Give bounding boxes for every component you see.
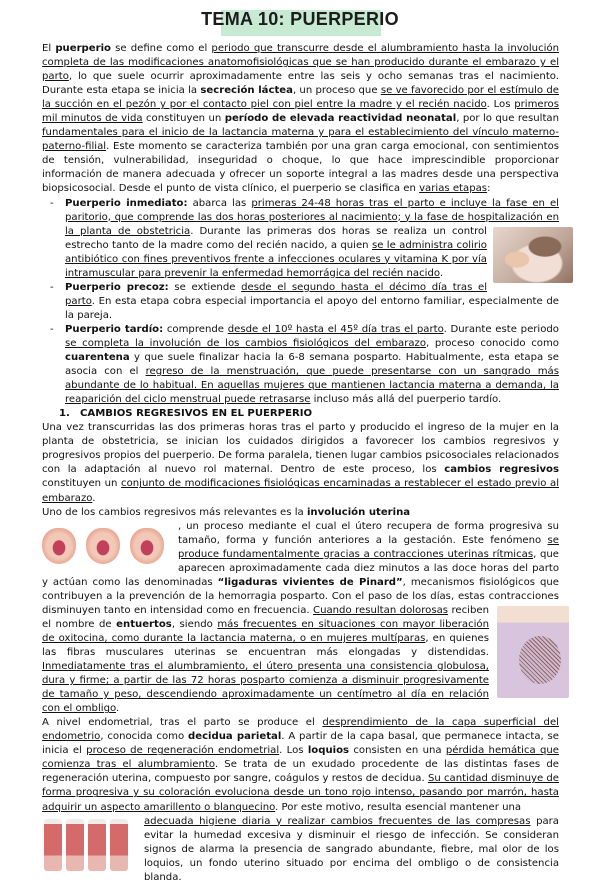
stage-inmediato: - Puerperio inmediato: abarca las primeras 24-48 horas tras el parto e incluye la fase en el paritorio, que comprende las dos horas posteriores al nacimiento; y la fase de hospitalización en la planta de obstetricia . Durante las primeras dos horas se realiza un control estrecho tanto de la madre como del recién nacido, a quien se le administra colirio antibiótico con fines preventivos frente a infecciones oculares y vitamina K por vía intramuscular para prevenir la enfermedad hemorrágica del recién nacido. xyxy=(42,197,559,281)
breastfeeding-photo xyxy=(493,227,573,283)
intro-paragraph: El puerperio se define como el periodo que transcurre desde el alumbramiento hasta la involución completa de las modificaciones anatomofisiológicas que se han producido durante el embarazo y el parto, lo que suele ocurrir aproximadamente entre las seis y ocho semanas tras el nacimiento. Durante esta etapa se inicia la secreción láctea, un proceso que se ve favorecido por el estímulo de la succión en el pezón y por el contacto piel con piel entre la madre y el recién nacido. Los primeros mil minutos de vida constituyen un período de elevada reactividad neonatal, por lo que resultan fundamentales para el inicio de la lactancia materna y para el establecimiento del vínculo materno-paterno-filial. Este momento se caracteriza también por una gran carga emocional, con sentimientos de tensión, vulnerabilidad, inseguridad o choque, lo que hace imprescindible proporcionar información de manera adecuada y ofrecer un soporte integral a las madres desde una perspectiva biopsicosocial. Desde el punto de vista clínico, el puerperio se clasifica en varias etapas: xyxy=(42,43,560,195)
pregnant-belly-image xyxy=(497,606,569,698)
stages-list xyxy=(42,197,559,408)
stage-tardio: - Puerperio tardío: comprende desde el 10º hasta el 45º día tras el parto. Durante este periodo se completa la involución de los cambios fisiológicos del embarazo, proceso conocido como cuarentena y que suele finalizar hacia la 6-8 semana posparto. Habitualmente, esta etapa se asocia con el regreso de la menstruación, que puede presentarse con un sangrado más abundante de lo habitual. En aquellas mujeres que mantienen lactancia materna a demanda, la reaparición del ciclo menstrual puede retrasarse incluso más allá del puerperio tardío. xyxy=(42,323,559,407)
stage-precoz: - Puerperio precoz: se extiende desde el segundo hasta el décimo día tras el parto. En esta etapa cobra especial importancia el apoyo del entorno familiar, especialmente de la pareja. xyxy=(42,281,559,323)
involucion-paragraph: Uno de los cambios regresivos más relevantes es la involución uterina xyxy=(42,506,411,518)
uterus-illustration xyxy=(42,522,166,570)
document-body: El puerperio se define como el periodo que transcurre desde el alumbramiento hasta la involución completa de las modificaciones anatomofisiológicas que se han producido durante el embarazo y el parto, lo que suele ocurrir aproximadamente entre las seis y ocho semanas tras el nacimiento. Durante esta etapa se inicia la secreción láctea, un proceso que se ve favorecido por el estímulo de la succión en el pezón y por el contacto piel con piel entre la madre y el recién nacido. Los primeros mil minutos de vida constituyen un período de elevada reactividad neonatal, por lo que resultan fundamentales para el inicio de la lactancia materna y para el establecimiento del vínculo materno-paterno-filial. Este momento se caracteriza también por una gran carga emocional, con sentimientos de tensión, vulnerabilidad, inseguridad o choque, lo que hace imprescindible proporcionar información de manera adecuada y ofrecer un soporte integral a las madres desde una perspectiva biopsicosocial. Desde el punto de vista clínico, el puerperio se clasifica en varias etapas: - Puerperio inmediato: abarca las primeras 24-48 horas tras el parto e incluye la fase en el paritorio, que comprende las dos horas posteriores al nacimiento; y la fase de hospitalización en la planta de obstetricia . Durante las primeras dos horas se realiza un control estrecho tanto de la madre como del recién nacido, a quien se le administra colirio antibiótico con fines preventivos frente a infecciones oculares y vitamina K por vía intramuscular para prevenir la enfermedad hemorrágica del recién nacido. - Puerperio precoz: se extiende desde el segundo hasta el décimo día tras el parto. En esta etapa cobra especial importancia el apoyo del entorno familiar, especialmente de la pareja. - Puerperio tardío: comprende desde el 10º hasta el 45º día tras el parto. Durante este periodo se completa la involución de los cambios fisiológicos del embarazo, proceso conocido como cuarentena y que suele finalizar hacia la 6-8 semana posparto. Habitualmente, esta etapa se asocia con el regreso de la menstruación, que puede presentarse con un sangrado más abundante de lo habitual. En aquellas mujeres que mantienen lactancia materna a demanda, la reaparición del ciclo menstrual puede retrasarse incluso más allá del puerperio tardío. 1. CAMBIOS REGRESIVOS EN EL PUERPERIO Una vez transcurridas las dos primeras horas tras el parto y producido el ingreso de la mujer en la planta de obstetricia, se inician los cuidados dirigidos a favorecer los cambios regresivos y progresivos propios del puerperio. De forma paralela, tienen lugar cambios psicosociales relacionados con la adaptación al nuevo rol maternal. Dentro de este proceso, los cambios regresivos constituyen un conjunto de modificaciones fisiológicas encaminadas a restablecer el estado previo al embarazo. Uno de los cambios regresivos más relevantes es la involución uterina , un proceso mediante el cual el útero recupera de forma progresiva su tamaño, forma y función anteriores a la gestación. Este fenómeno se produce fundamentalmente gracias a contracciones uterinas rítmicas, que aparecen aproximadamente cada diez minutos a las doce horas del parto y actúan como las denominadas “ligaduras vivientes de Pinard”, mecanismos fisiológicos que contribuyen a la prevención de la hemorragia posparto. Con el paso de los días, estas contracciones disminuyen tanto en intensidad como en frecuencia. Cuando resultan dolorosas reciben el nombre de entuertos, siendo más frecuentes en situaciones con mayor liberación de oxitocina, como durante la lactancia materna, o en mujeres multíparas, en quienes las fibras musculares uterinas se encuentran más elongadas y distendidas. Inmediatamente tras el alumbramiento, el útero presenta una consistencia globulosa, dura y firme; a partir de las 72 horas posparto comienza a disminuir progresivamente de tamaño y peso, descendiendo aproximadamente un centímetro al día en relación con el ombligo. A nivel endometrial, tras el parto se produce el desprendimiento de la capa superficial del endometrio, conocida como decidua parietal. A partir de la capa basal, que permanece intacta, se inicia el proceso de regeneración endometrial. Los loquios consisten en una pérdida hemática que comienza tras el alumbramiento. Se trata de un exudado procedente de las distintas fases de regeneración uterina, compuesto por sangre, coágulos y restos de decidua. Su cantidad disminuye de forma progresiva y su coloración evoluciona desde un tono rojo intenso, pasando por marrón, hasta adquirir un aspecto amarillento o blanquecino. Por este motivo, resulta esencial mantener una adecuada higiene diaria y realizar cambios frecuentes de las compresas para evitar la humedad excesiva y disminuir el riesgo de infección. Se consideran signos de alarma la presencia de sangrado abundante, fiebre, mal olor de los loquios, un fondo uterino situado por encima del ombligo o de consistencia blanda. xyxy=(42,42,559,885)
regresivos-paragraph: Una vez transcurridas las dos primeras horas tras el parto y producido el ingreso de la mujer en la planta de obstetricia, se inician los cuidados dirigidos a favorecer los cambios regresivos y progresivos propios del puerperio. De forma paralela, tienen lugar cambios psicosociales relacionados con la adaptación al nuevo rol maternal. Dentro de este proceso, los cambios regresivos constituyen un conjunto de modificaciones fisiológicas encaminadas a restablecer el estado previo al embarazo. xyxy=(42,422,559,504)
lochia-samples-image xyxy=(42,817,134,873)
section-heading: 1. CAMBIOS REGRESIVOS EN EL PUERPERIO xyxy=(59,408,313,420)
page-title: TEMA 10: PUERPERIO xyxy=(201,9,399,29)
endometrial-paragraph: A nivel endometrial, tras el parto se produce el desprendimiento de la capa superficial del endometrio, conocida como decidua parietal. A partir de la capa basal, que permanece intacta, se inicia el proceso de regeneración endometrial. Los loquios consisten en una pérdida hemática que comienza tras el alumbramiento. Se trata de un exudado procedente de las distintas fases de regeneración uterina, compuesto por sangre, coágulos y restos de decidua. Su cantidad disminuye de forma progresiva y su coloración evoluciona desde un tono rojo intenso, pasando por marrón, hasta adquirir un aspecto amarillento o blanquecino. Por este motivo, resulta esencial mantener una xyxy=(42,717,560,813)
